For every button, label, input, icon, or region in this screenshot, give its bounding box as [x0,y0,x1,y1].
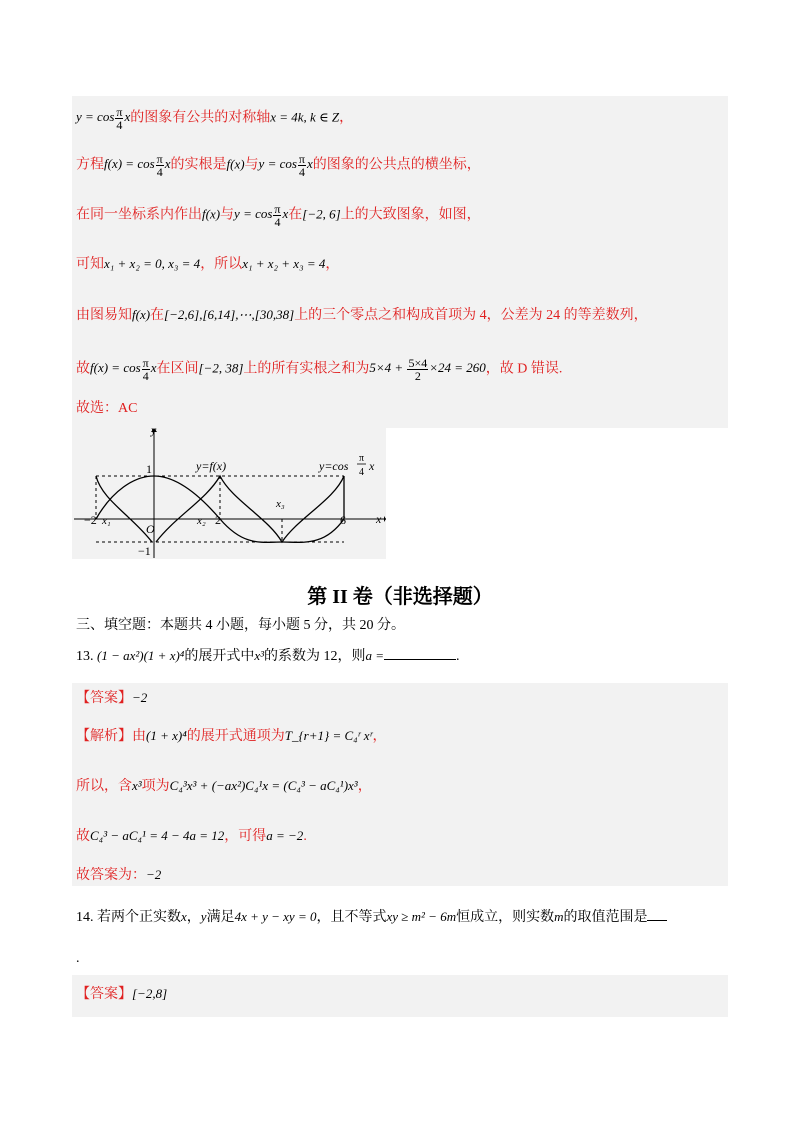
math-expr: a = −2 [266,828,304,843]
x-axis-label: x [376,512,382,526]
choice-conclusion: 故选：AC [76,401,138,416]
q14-answer [76,985,167,1004]
math-expr: 5×4 + $\frac{5\times 4}{2}$ ×24 = 260 [369,356,486,383]
text: 上的大致图象，如图， [340,207,481,223]
figure-background [72,428,386,559]
tick-label-neg2: −2 [84,513,97,527]
math-expr: [−2, 38] [198,360,244,376]
question-14-dot: . [76,951,80,966]
math-expr: (1 − ax²)(1 + x)⁴ [97,648,185,663]
text: 的展开式中 [184,649,255,664]
text: 上的所有实根之和为 [243,361,370,377]
answer-tag: 【答案】 [76,987,132,1002]
f-curve-label: y=f(x) [196,459,227,473]
text: 在同一坐标系内作出 [76,207,202,223]
math-expr: a = [365,648,385,663]
text: ， [339,110,354,126]
math-expr: T_{r+1} = C₄ʳ xʳ [284,728,373,743]
text: 的系数为 12，则 [264,649,366,664]
q13-answer [76,689,147,708]
math-expr: [−2,6],[6,14],⋯,[30,38] [164,307,295,322]
section-instructions: 三、填空题：本题共 4 小题，每小题 5 分，共 20 分。 [76,618,405,633]
text: ， [325,257,340,272]
cos-label-den: 4 [359,467,364,478]
text: 在 [288,207,303,223]
math-expr: x₁ + x₂ + x₃ = 4 [242,256,326,271]
math-expr: f(x) [202,206,221,222]
answer-value: −2 [132,690,148,705]
text: . [456,649,460,664]
text: 可知 [76,257,104,272]
text: 的图象有公共的对称轴 [130,110,271,126]
math-expr: y = cos $\frac{\pi}{4}$ x [258,152,313,179]
math-expr: 4x + y − xy = 0 [234,909,317,924]
math-expr: x³ [254,648,264,663]
text: ，所以 [200,257,243,272]
text: 与 [220,207,235,223]
text: ， [186,910,201,925]
math-expr: m [554,909,564,924]
y-axis-label: y [151,428,157,437]
q13-analysis-4 [76,866,161,885]
text: 在区间 [156,361,199,377]
cos-curve-label: y=cos [319,459,349,473]
solution-line-5 [76,306,648,325]
math-expr: y = cos $\frac{\pi}{4}$ x [234,202,289,229]
question-14 [76,906,667,927]
text: 项为 [141,779,170,794]
tick-label-6: 6 [340,513,346,527]
solution-line-2 [76,153,481,178]
root-label-x2: x₂ [197,515,206,527]
root-label-x3: x₃ [276,498,285,510]
text: . [303,829,307,844]
math-expr: f(x) [132,307,151,322]
text: 方程 [76,157,104,173]
question-number: 14. [76,910,94,925]
question-13 [76,645,460,666]
text: 的实根是 [170,157,227,173]
tick-label-1: 1 [146,462,152,476]
text: 由图易知 [76,308,132,323]
math-expr: (1 + x)⁴ [146,728,187,743]
text: 的展开式通项为 [186,729,285,744]
tick-label-2: 2 [215,513,221,527]
solution-line-1 [76,106,353,131]
text: 与 [244,157,259,173]
text: ，可得 [224,829,267,844]
math-expr: C₄³x³ + (−ax²)C₄¹x = (C₄³ − aC₄¹)x³ [169,778,358,793]
text: 若两个正实数 [97,910,181,925]
text: 所以，含 [76,779,132,794]
solution-line-6 [76,357,562,382]
math-expr: x₁ + x₂ = 0, x₃ = 4 [104,256,201,271]
section-title: 第 II 卷（非选择题） [307,586,493,608]
math-expr: f(x) = cos $\frac{\pi}{4}$ x [90,356,157,383]
origin-label: O [146,522,155,536]
text: ，且不等式 [316,910,387,925]
analysis-tag: 【解析】 [76,729,132,744]
text: 故 [76,829,90,844]
math-expr: y [200,909,207,924]
function-graph-figure [72,428,386,559]
answer-blank[interactable] [647,906,667,921]
math-expr: x³ [132,778,142,793]
answer-value: [−2,8] [132,986,168,1001]
text: 由 [132,729,146,744]
text: ， [357,779,372,794]
q13-analysis-1 [76,727,386,746]
answer-blank[interactable] [384,645,456,660]
solution-line-3 [76,203,481,228]
question-number: 13. [76,649,94,664]
text: 故答案为： [76,868,146,883]
tick-label-neg1: −1 [138,544,151,558]
math-expr: x [181,909,187,924]
q13-analysis-3 [76,827,307,846]
root-label-x1: x₁ [102,515,111,527]
math-expr: [−2, 6] [302,206,341,222]
text: ， [372,729,387,744]
solution-panel-q14 [72,975,728,1017]
answer-tag: 【答案】 [76,691,132,706]
math-expr: C₄³ − aC₄¹ = 4 − 4a = 12 [90,828,225,843]
cos-label-num: π [359,453,365,464]
math-expr: f(x) = cos $\frac{\pi}{4}$ x [104,152,171,179]
text: 恒成立，则实数 [456,910,555,925]
text: 在 [150,308,165,323]
math-expr: xy ≥ m² − 6m [386,909,457,924]
text: 故 [76,361,90,377]
text: 满足 [206,910,235,925]
math-expr: y = cos $\frac{\pi}{4}$ x [76,105,131,132]
text: 上的三个零点之和构成首项为 4，公差为 24 的等差数列， [294,308,648,323]
text: 的图象的公共点的横坐标， [312,157,481,173]
cos-label-x: x [369,459,375,473]
solution-line-4 [76,255,339,274]
q13-analysis-2 [76,777,372,796]
math-expr: x = 4k, k ∈ Z [270,109,340,125]
math-expr: −2 [146,867,162,882]
math-expr: f(x) [226,156,245,172]
text: ，故 D 错误. [485,361,563,377]
text: 的取值范围是 [563,910,648,925]
